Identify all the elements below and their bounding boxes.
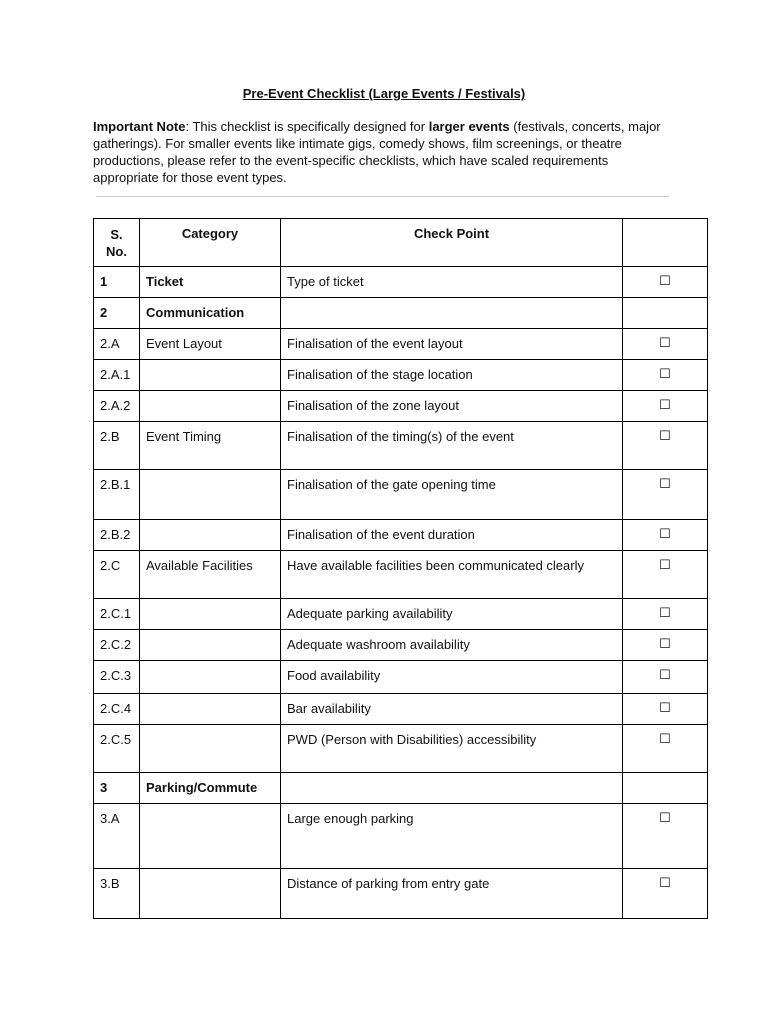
cell-checkpoint: Large enough parking [281, 804, 623, 869]
cell-category [140, 630, 281, 661]
table-row [94, 804, 708, 869]
header-category: Category [140, 219, 281, 267]
cell-sno: 2 [94, 298, 140, 329]
checkbox-icon[interactable]: ☐ [623, 360, 708, 391]
header-sno-line2: No. [106, 244, 127, 259]
cell-category [140, 520, 281, 551]
table-row [94, 360, 708, 391]
cell-checkpoint [281, 773, 623, 804]
cell-sno: 2.B.2 [94, 520, 140, 551]
cell-status-empty [623, 773, 708, 804]
table-row [94, 773, 708, 804]
checkbox-icon[interactable]: ☐ [623, 551, 708, 599]
cell-category: Communication [140, 298, 281, 329]
table-row [94, 329, 708, 360]
cell-checkpoint: Finalisation of the event layout [281, 329, 623, 360]
checkbox-icon[interactable]: ☐ [623, 329, 708, 360]
cell-checkpoint: Finalisation of the stage location [281, 360, 623, 391]
cell-category: Ticket [140, 267, 281, 298]
checkbox-icon[interactable]: ☐ [623, 869, 708, 919]
checkbox-icon[interactable]: ☐ [623, 661, 708, 694]
cell-sno: 2.C.2 [94, 630, 140, 661]
cell-category [140, 661, 281, 694]
cell-sno: 2.C.1 [94, 599, 140, 630]
cell-status-empty [623, 298, 708, 329]
cell-checkpoint: Distance of parking from entry gate [281, 869, 623, 919]
cell-category: Event Timing [140, 422, 281, 470]
note-emphasis: larger events [428, 119, 510, 134]
cell-category: Event Layout [140, 329, 281, 360]
cell-sno: 2.C [94, 551, 140, 599]
cell-sno: 3.B [94, 869, 140, 919]
table-row [94, 661, 708, 694]
cell-category [140, 470, 281, 520]
table-row [94, 520, 708, 551]
checkbox-icon[interactable]: ☐ [623, 725, 708, 773]
cell-checkpoint [281, 298, 623, 329]
cell-sno: 2.A.1 [94, 360, 140, 391]
cell-checkpoint: Finalisation of the timing(s) of the event [281, 422, 623, 470]
header-sno [94, 219, 140, 267]
cell-category [140, 391, 281, 422]
cell-sno: 2.B.1 [94, 470, 140, 520]
cell-category [140, 360, 281, 391]
cell-checkpoint: Bar availability [281, 694, 623, 725]
cell-category [140, 725, 281, 773]
note-text-2: (festivals, concerts, major gatherings). For smaller events like intimate gigs, comedy shows, film screenings, or theatre productions, please refer to the event-specific checklists, which have scaled requirements appropriate for those event types. [93, 119, 661, 185]
cell-sno: 3 [94, 773, 140, 804]
table-row [94, 551, 708, 599]
table-row [94, 599, 708, 630]
table-row [94, 298, 708, 329]
checkbox-icon[interactable]: ☐ [623, 422, 708, 470]
header-status [623, 219, 708, 267]
cell-checkpoint: Adequate parking availability [281, 599, 623, 630]
checkbox-icon[interactable]: ☐ [623, 804, 708, 869]
note-label: Important Note [93, 119, 186, 134]
note-text-1: : This checklist is specifically designed for [185, 119, 429, 134]
cell-checkpoint: PWD (Person with Disabilities) accessibility [281, 725, 623, 773]
header-checkpoint: Check Point [281, 219, 623, 267]
checkbox-icon[interactable]: ☐ [623, 694, 708, 725]
checkbox-icon[interactable]: ☐ [623, 267, 708, 298]
cell-checkpoint: Adequate washroom availability [281, 630, 623, 661]
cell-sno: 2.C.5 [94, 725, 140, 773]
cell-sno: 1 [94, 267, 140, 298]
header-row [94, 219, 708, 267]
table-row [94, 470, 708, 520]
important-note [93, 118, 663, 186]
table-row [94, 725, 708, 773]
checkbox-icon[interactable]: ☐ [623, 630, 708, 661]
checkbox-icon[interactable]: ☐ [623, 599, 708, 630]
cell-checkpoint: Have available facilities been communicated clearly [281, 551, 623, 599]
cell-category [140, 694, 281, 725]
cell-checkpoint: Food availability [281, 661, 623, 694]
table-row [94, 267, 708, 298]
cell-category: Available Facilities [140, 551, 281, 599]
page-title: Pre-Event Checklist (Large Events / Festivals) [242, 86, 526, 101]
horizontal-divider [96, 196, 669, 197]
table-row [94, 391, 708, 422]
checkbox-icon[interactable]: ☐ [623, 520, 708, 551]
cell-category [140, 804, 281, 869]
table-row [94, 694, 708, 725]
cell-category [140, 869, 281, 919]
table-row [94, 422, 708, 470]
header-sno-line1: S. [110, 227, 123, 242]
cell-sno: 2.B [94, 422, 140, 470]
cell-sno: 2.C.4 [94, 694, 140, 725]
cell-sno: 2.C.3 [94, 661, 140, 694]
checkbox-icon[interactable]: ☐ [623, 391, 708, 422]
cell-checkpoint: Type of ticket [281, 267, 623, 298]
cell-sno: 3.A [94, 804, 140, 869]
table-row [94, 630, 708, 661]
cell-sno: 2.A.2 [94, 391, 140, 422]
cell-category: Parking/Commute [140, 773, 281, 804]
cell-sno: 2.A [94, 329, 140, 360]
cell-checkpoint: Finalisation of the event duration [281, 520, 623, 551]
table-row [94, 869, 708, 919]
cell-checkpoint: Finalisation of the zone layout [281, 391, 623, 422]
cell-category [140, 599, 281, 630]
cell-checkpoint: Finalisation of the gate opening time [281, 470, 623, 520]
checkbox-icon[interactable]: ☐ [623, 470, 708, 520]
checklist-table [93, 218, 708, 919]
